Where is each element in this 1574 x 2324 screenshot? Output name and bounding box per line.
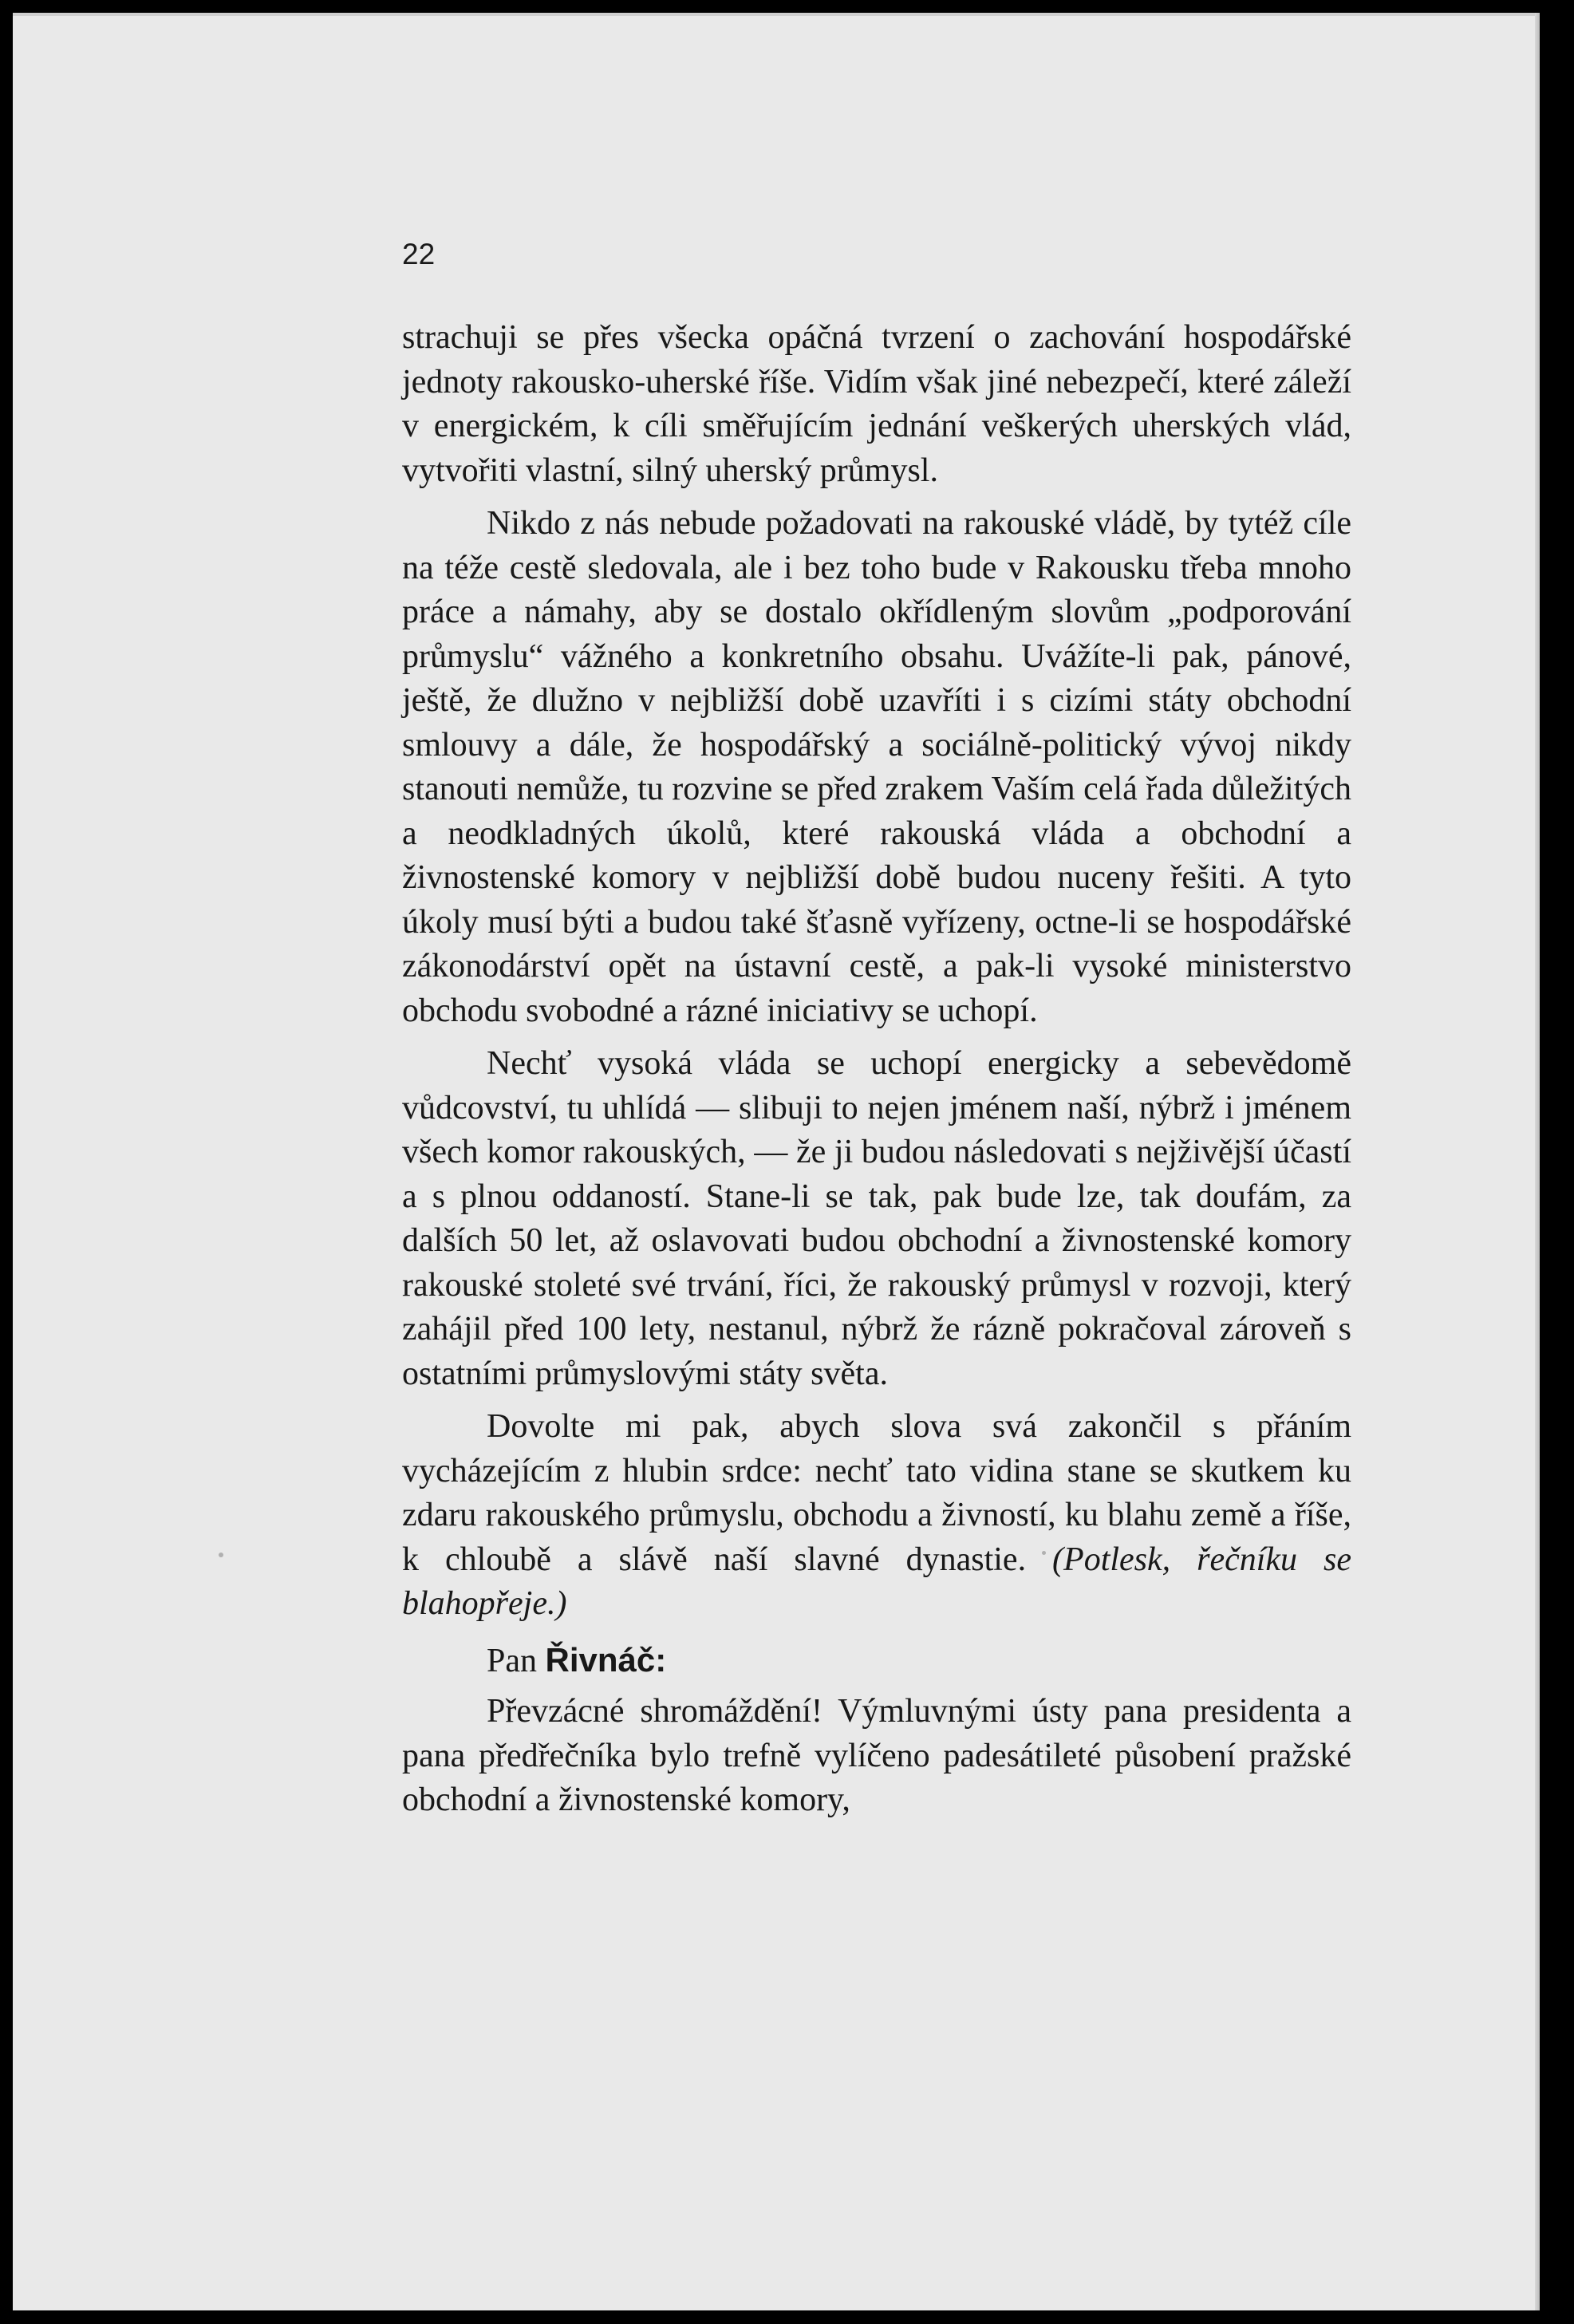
page-number: 22 <box>402 238 436 270</box>
paper-speck <box>1042 1551 1046 1555</box>
closing-text: Dovolte mi pak, abych slova svá zakončil s přáním vycházejícím z hlubin srdce: nechť tato vidina stane se skutkem ku zdaru rakouského průmyslu, obchodu a živností, ku blahu země a říše, k chloubě a slávě naší slavné dynastie. <box>402 1408 1351 1578</box>
speaker-heading <box>402 1638 1351 1684</box>
speaker-name: Řivnáč: <box>545 1640 667 1679</box>
paragraph-4 <box>402 1405 1351 1627</box>
speech-paragraph-1: Převzácné shromáždění! Výmluvnými ústy pana presidenta a pana předřečníka bylo trefně vylíčeno padesátileté působení pražské obchodní a živnostenské komory, <box>402 1693 1351 1818</box>
speaker-prefix: Pan <box>487 1642 537 1679</box>
page-right-edge <box>1535 13 1540 2310</box>
paragraph-2: Nikdo z nás nebude požadovati na rakouské vládě, by tytéž cíle na téže cestě sledovala, ale i bez toho bude v Rakousku třeba mnoho práce a námahy, aby se dostalo okřídleným slovům „podporování průmyslu“ vážného a konkretního obsahu. Uvážíte-li pak, pánové, ještě, že dlužno v nejbližší době uzavříti i s cizími státy obchodní smlouvy a dále, že hospodářský a sociálně-politický vývoj nikdy stanouti nemůže, tu rozvine se před zrakem Vaším celá řada důležitých a neodkladných úkolů, které rakouská vláda a obchodní a živnostenské komory v nejbližší době budou nuceny řešiti. A tyto úkoly musí býti a budou také šťasně vyřízeny, octne-li se hospodářské zákonodárství opět na ústavní cestě, a pak-li vysoké ministerstvo obchodu svobodné a rázné iniciativy se uchopí. <box>402 505 1351 1029</box>
body-text <box>402 316 1351 1823</box>
paragraph-3: Nechť vysoká vláda se uchopí energicky a sebevědomě vůdcovství, tu uhlídá — slibuji to nejen jménem naší, nýbrž i jménem všech komor rakouských, — že ji budou následovati s nejživější účastí a s plnou oddaností. Stane-li se tak, pak bude lze, tak doufám, za dalších 50 let, až oslavovati budou obchodní a živnostenské komory rakouské stoleté své trvání, říci, že rakouský průmysl v rozvoji, který zahájil před 100 lety, nestanul, nýbrž že rázně pokračoval zároveň s ostatními průmyslovými státy světa. <box>402 1045 1351 1392</box>
paper-speck <box>219 1553 223 1557</box>
book-page <box>13 13 1540 2310</box>
stage-direction: (Potlesk, řečníku se blahopřeje.) <box>402 1541 1351 1622</box>
page-top-edge <box>13 13 1540 16</box>
paragraph-1: strachuji se přes všecka opáčná tvrzení o zachování hospodářské jednoty rakousko-uherské říše. Vidím však jiné nebezpečí, které záleží v energickém, k cíli směřujícím jednání veškerých uherských vlád, vytvořiti vlastní, silný uherský průmysl. <box>402 319 1351 489</box>
